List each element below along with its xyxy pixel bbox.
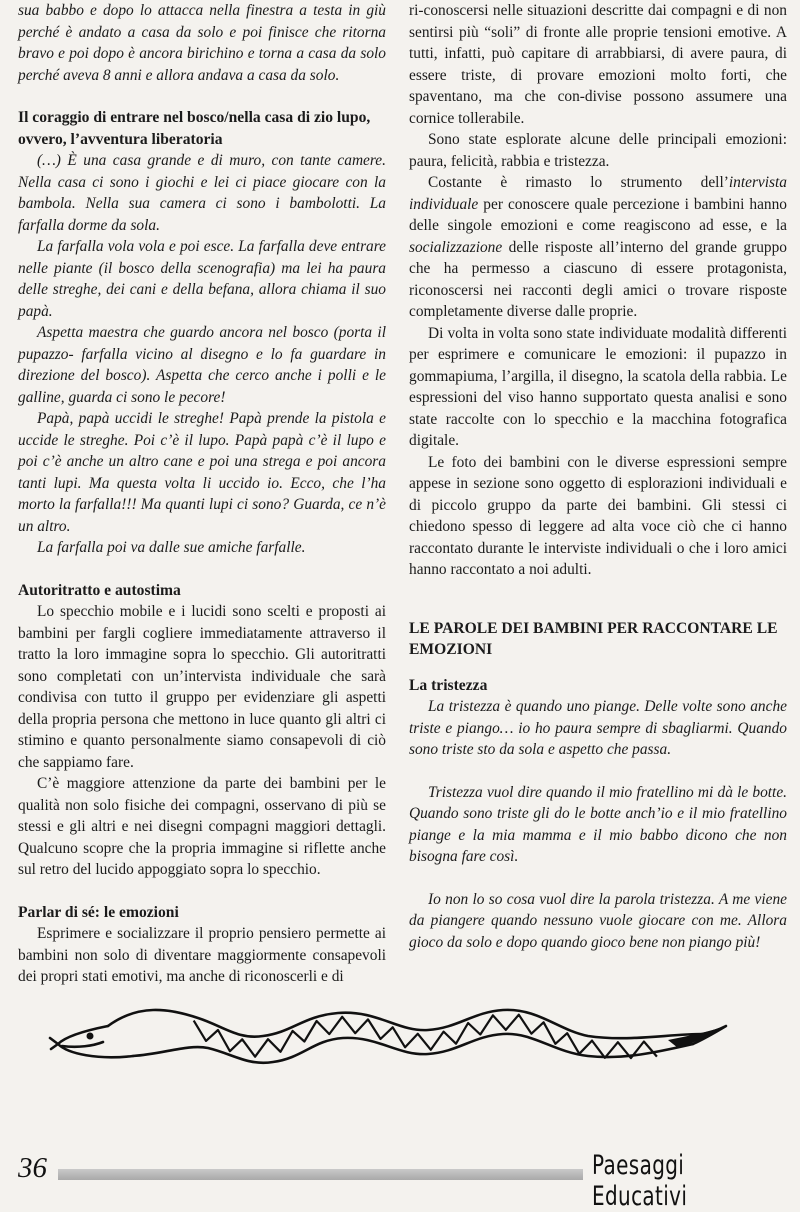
text-run-italic: intervista individuale bbox=[409, 174, 787, 213]
right-column bbox=[409, 0, 787, 953]
quote-paragraph: Io non lo so cosa vuol dire la parola tristezza. A me viene da piangere quando nessuno vuole giocare con me. Allora gioco da solo e dopo quando gioco bene non piango più! bbox=[409, 890, 787, 951]
quote-paragraph: La tristezza è quando uno piange. Delle volte sono anche triste e piango… io ho paura sempre di sbagliarmi. Quando sono triste sto da sola e aspetto che passa. bbox=[409, 698, 787, 758]
quote-paragraph: Aspetta maestra che guardo ancora nel bosco (porta il pupazzo- farfalla vicino al disegno e lo fa guardare in direzione del bosco). Aspetta che cerco anche i polli e le galline, guarda ci sono le pecore! bbox=[18, 324, 386, 406]
text-run: Costante è rimasto lo strumento dell’ bbox=[428, 174, 729, 191]
text-run: delle risposte all’interno del grande gruppo che ha permesso a ciascuno di essere protagonista, riconoscersi nei racconti degli amici o trovare risposte completamente diverse dalle proprie. bbox=[409, 238, 787, 320]
left-column bbox=[18, 0, 386, 988]
body-paragraph: Esprimere e socializzare il proprio pensiero permette ai bambini non solo di diventare maggiormente consapevoli dei propri stati emotivi, ma anche di riconoscerli e di bbox=[18, 925, 386, 985]
body-paragraph: Sono state esplorate alcune delle principali emozioni: paura, felicità, rabbia e tristezza. bbox=[409, 131, 787, 170]
body-paragraph: Le foto dei bambini con le diverse espressioni sempre appese in sezione sono oggetto di esplorazioni individuali e di piccolo gruppo da parte dei bambini. Gli stessi ci chiedono spesso di leggere ad alta voce ciò che ci hanno raccontato durante le interviste individuali o che i loro amici hanno raccontato a noi adulti. bbox=[409, 453, 787, 578]
body-paragraph: Lo specchio mobile e i lucidi sono scelti e proposti ai bambini per fargli cogliere immediatamente attraverso il tratto la loro immagine sopra lo specchio. Gli autoritratti sono completati con un’intervista individuale che sarà condivisa con tutto il gruppo per evidenziare gli aspetti della propria persona che mettono in luce quanto gli altri ci stimino e quanto personalmente siamo consapevoli di ciò che sappiamo fare. bbox=[18, 603, 386, 771]
heading-autoritratto: Autoritratto e autostima bbox=[18, 581, 181, 599]
footer-bar bbox=[58, 1169, 583, 1180]
intro-quote: sua babbo e dopo lo attacca nella finestra a testa in giù perché è andato a casa da solo e poi finisce che ritorna bravo e poi dopo è ancora birichino e torna a casa da solo perché aveva 8 anni e allora andava a casa da solo. bbox=[18, 2, 386, 84]
quote-paragraph: Papà, papà uccidi le streghe! Papà prende la pistola e uccide le streghe. Poi c’è il lupo. Papà papà c’è il lupo e poi c’è anche un altro cane e poi una strega e poi ancora tanti lupi. Ma questa volta li uccido io. Ecco, che l’ha morto la farfalla!!! Ma quanti lupi ci sono? Guarda, ce n’è un altro. bbox=[18, 410, 386, 535]
body-paragraph: Di volta in volta sono state individuate modalità differenti per esprimere e comunicare le emozioni: il pupazzo in gommapiuma, l’argilla, il disegno, la scatola della rabbia. Le espressioni del viso hanno supportato questa analisi e sono state raccolte con lo specchio e la macchina fotografica digitale. bbox=[409, 324, 787, 449]
heading-emozioni: Parlar di sé: le emozioni bbox=[18, 903, 179, 921]
quote-paragraph: (…) È una casa grande e di muro, con tante camere. Nella casa ci sono i giochi e lei ci piace giocare con la bambola. Nella sua camera ci sono i bambolotti. La farfalla dorme da sola. bbox=[18, 152, 386, 234]
body-paragraph: C’è maggiore attenzione da parte dei bambini per le qualità non solo fisiche dei compagni, osservano di più se stessi e gli altri e nei disegni compagni maggiori dettagli. Qualcuno scopre che la propria immagine si riflette anche sul retro del lucido appoggiato sopra lo specchio. bbox=[18, 775, 386, 878]
body-paragraph bbox=[409, 172, 787, 323]
quote-paragraph: La farfalla poi va dalle sue amiche farfalle. bbox=[37, 539, 306, 556]
quote-paragraph: La farfalla vola vola e poi esce. La farfalla deve entrare nelle piante (il bosco della scenografia) ma lei ha paura delle streghe, dei cani e della befana, allora chiama il suo papà. bbox=[18, 238, 386, 320]
quote-paragraph: Tristezza vuol dire quando il mio fratellino mi dà le botte. Quando sono triste gli do le botte anch’io e il mio fratellino piange e la mia mamma e il mio babbo dicono che non bisogna fare così. bbox=[409, 783, 787, 865]
text-run-italic: socializzazione bbox=[409, 238, 503, 256]
page-number: 36 bbox=[18, 1152, 47, 1184]
text-run: per conoscere quale percezione i bambini hanno delle singole emozioni e come reagiscono ad esse, e la bbox=[409, 195, 787, 234]
snake-drawing-icon bbox=[48, 996, 728, 1086]
heading-coraggio: Il coraggio di entrare nel bosco/nella casa di zio lupo, ovvero, l’avventura liberatoria bbox=[18, 109, 371, 148]
body-paragraph: ri-conoscersi nelle situazioni descritte dai compagni e di non sentirsi più “soli” di fronte alle proprie tensioni emotive. A tutti, infatti, può capitare di arrabbiarsi, di avere paura, di essere triste, di provare emozioni molto forti, che spaventano, ma che con-divise possono assumere una cornice tollerabile. bbox=[409, 2, 787, 127]
heading-parole-bambini: LE PAROLE DEI BAMBINI PER RACCONTARE LE EMOZIONI bbox=[409, 619, 778, 658]
heading-tristezza: La tristezza bbox=[409, 676, 488, 694]
magazine-title: Paesaggi Educativi bbox=[592, 1150, 688, 1212]
